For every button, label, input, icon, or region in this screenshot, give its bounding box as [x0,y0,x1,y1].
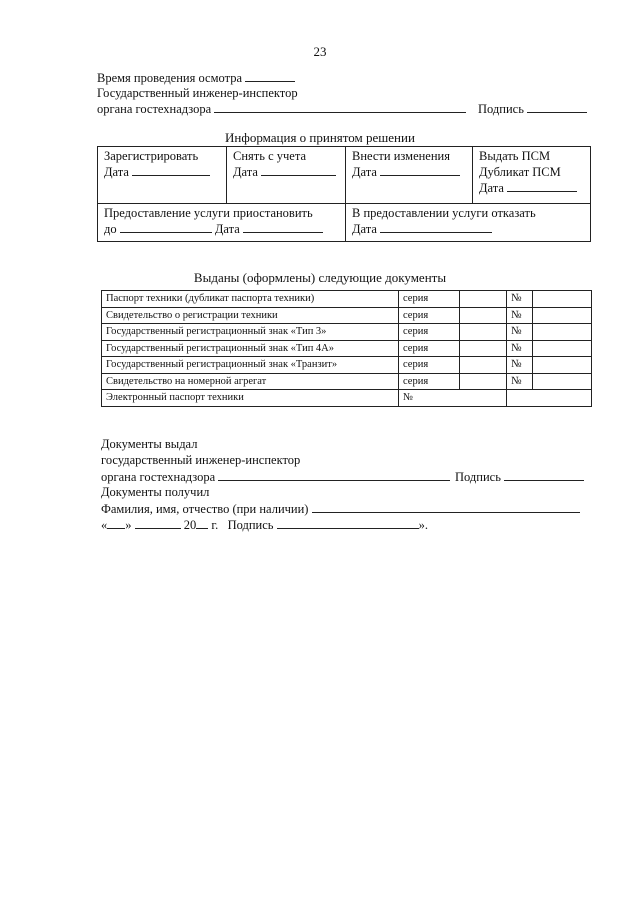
number-label: № [507,340,533,357]
document-row [102,373,592,390]
inspection-signature-field[interactable] [527,101,587,113]
issue-psm-date-label: Дата [479,181,504,195]
documents-title: Выданы (оформлены) следующие документы [193,270,447,285]
deregister-cell[interactable] [227,147,346,204]
duplicate-psm-label: Дубликат ПСМ [479,165,561,179]
document-name: Государственный регистрационный знак «Тип 3» [102,324,399,341]
electronic-passport-number-field[interactable] [507,390,592,407]
year-prefix: 20 [183,518,197,532]
number-field[interactable] [533,357,592,374]
series-label: серия [399,307,460,324]
electronic-passport-number-label: № [399,390,507,407]
document-row [102,291,592,308]
number-field[interactable] [533,324,592,341]
inspector-name-field[interactable] [214,101,466,113]
issue-psm-date-field[interactable] [507,180,577,192]
inspection-organ-line [97,101,466,117]
issue-psm-cell[interactable] [473,147,591,204]
recipient-name-field[interactable] [312,501,580,513]
number-label: № [507,324,533,341]
receipt-month-field[interactable] [135,517,181,529]
deregister-date-field[interactable] [261,164,336,176]
receipt-signature-label: Подпись [227,518,274,532]
issued-inspector-label: государственный инженер-инспектор [101,453,301,467]
number-field[interactable] [533,340,592,357]
number-label: № [507,373,533,390]
number-field[interactable] [533,373,592,390]
receipt-date-line [101,517,428,533]
inspection-signature-line [478,101,587,117]
inspection-time-label: Время проведения осмотра [97,71,243,85]
open-quote: « [101,518,108,532]
document-name: Свидетельство о регистрации техники [102,307,399,324]
page-number: 23 [313,44,327,59]
number-label: № [507,291,533,308]
series-label: серия [399,340,460,357]
suspend-date-field[interactable] [243,221,323,233]
document-row [102,307,592,324]
modify-label: Внести изменения [352,149,450,163]
organ-label: органа гостехнадзора [97,102,212,116]
refuse-date-label: Дата [352,222,377,236]
series-label: серия [399,373,460,390]
series-field[interactable] [460,373,507,390]
received-by-label: Документы получил [101,485,210,499]
deregister-label: Снять с учета [233,149,306,163]
suspend-cell[interactable] [98,204,346,242]
issued-signature-label: Подпись [455,470,501,484]
number-label: № [507,357,533,374]
signature-label: Подпись [478,102,524,116]
modify-date-field[interactable] [380,164,460,176]
document-row [102,324,592,341]
issued-organ-line [101,469,450,485]
document-name: Государственный регистрационный знак «Транзит» [102,357,399,374]
receipt-signature-field[interactable] [277,517,419,529]
number-field[interactable] [533,291,592,308]
register-date-field[interactable] [132,164,210,176]
refuse-cell[interactable] [346,204,591,242]
suspend-label: Предоставление услуги приостановить [104,206,313,220]
electronic-passport-label: Электронный паспорт техники [102,390,399,407]
register-date-label: Дата [104,165,129,179]
suspend-date-label: Дата [214,222,240,236]
issued-by-label: Документы выдал [101,437,198,451]
document-name: Государственный регистрационный знак «Тип 4А» [102,340,399,357]
series-field[interactable] [460,307,507,324]
series-field[interactable] [460,357,507,374]
electronic-passport-row [102,390,592,407]
number-label: № [507,307,533,324]
issue-psm-label: Выдать ПСМ [479,149,551,163]
receipt-day-field[interactable] [107,517,125,529]
refuse-date-field[interactable] [380,221,492,233]
suspend-until-label: до [104,222,117,236]
decision-table [97,146,591,242]
document-name: Паспорт техники (дубликат паспорта техники) [102,291,399,308]
register-label: Зарегистрировать [104,149,199,163]
series-label: серия [399,291,460,308]
document-row [102,340,592,357]
receipt-year-field[interactable] [196,517,208,529]
issued-signature-field[interactable] [504,469,584,481]
decision-title: Информация о принятом решении [225,130,415,145]
inspection-time-line [97,70,295,86]
recipient-name-label: Фамилия, имя, отчество (при наличии) [101,502,309,516]
series-field[interactable] [460,291,507,308]
end-mark: ». [418,518,428,532]
series-field[interactable] [460,340,507,357]
register-cell[interactable] [98,147,227,204]
refuse-label: В предоставлении услуги отказать [352,206,536,220]
year-suffix: г. [211,518,219,532]
series-label: серия [399,324,460,341]
issued-inspector-name-field[interactable] [218,469,450,481]
documents-table [101,290,592,407]
deregister-date-label: Дата [233,165,258,179]
modify-cell[interactable] [346,147,473,204]
number-field[interactable] [533,307,592,324]
close-quote: » [125,518,132,532]
series-label: серия [399,357,460,374]
issued-organ-label: органа гостехнадзора [101,470,216,484]
modify-date-label: Дата [352,165,377,179]
issued-signature-line [455,469,584,485]
suspend-until-field[interactable] [120,221,212,233]
inspector-label: Государственный инженер-инспектор [97,86,298,100]
document-name: Свидетельство на номерной агрегат [102,373,399,390]
recipient-name-line [101,501,580,517]
series-field[interactable] [460,324,507,341]
document-row [102,357,592,374]
inspection-time-field[interactable] [245,70,295,82]
